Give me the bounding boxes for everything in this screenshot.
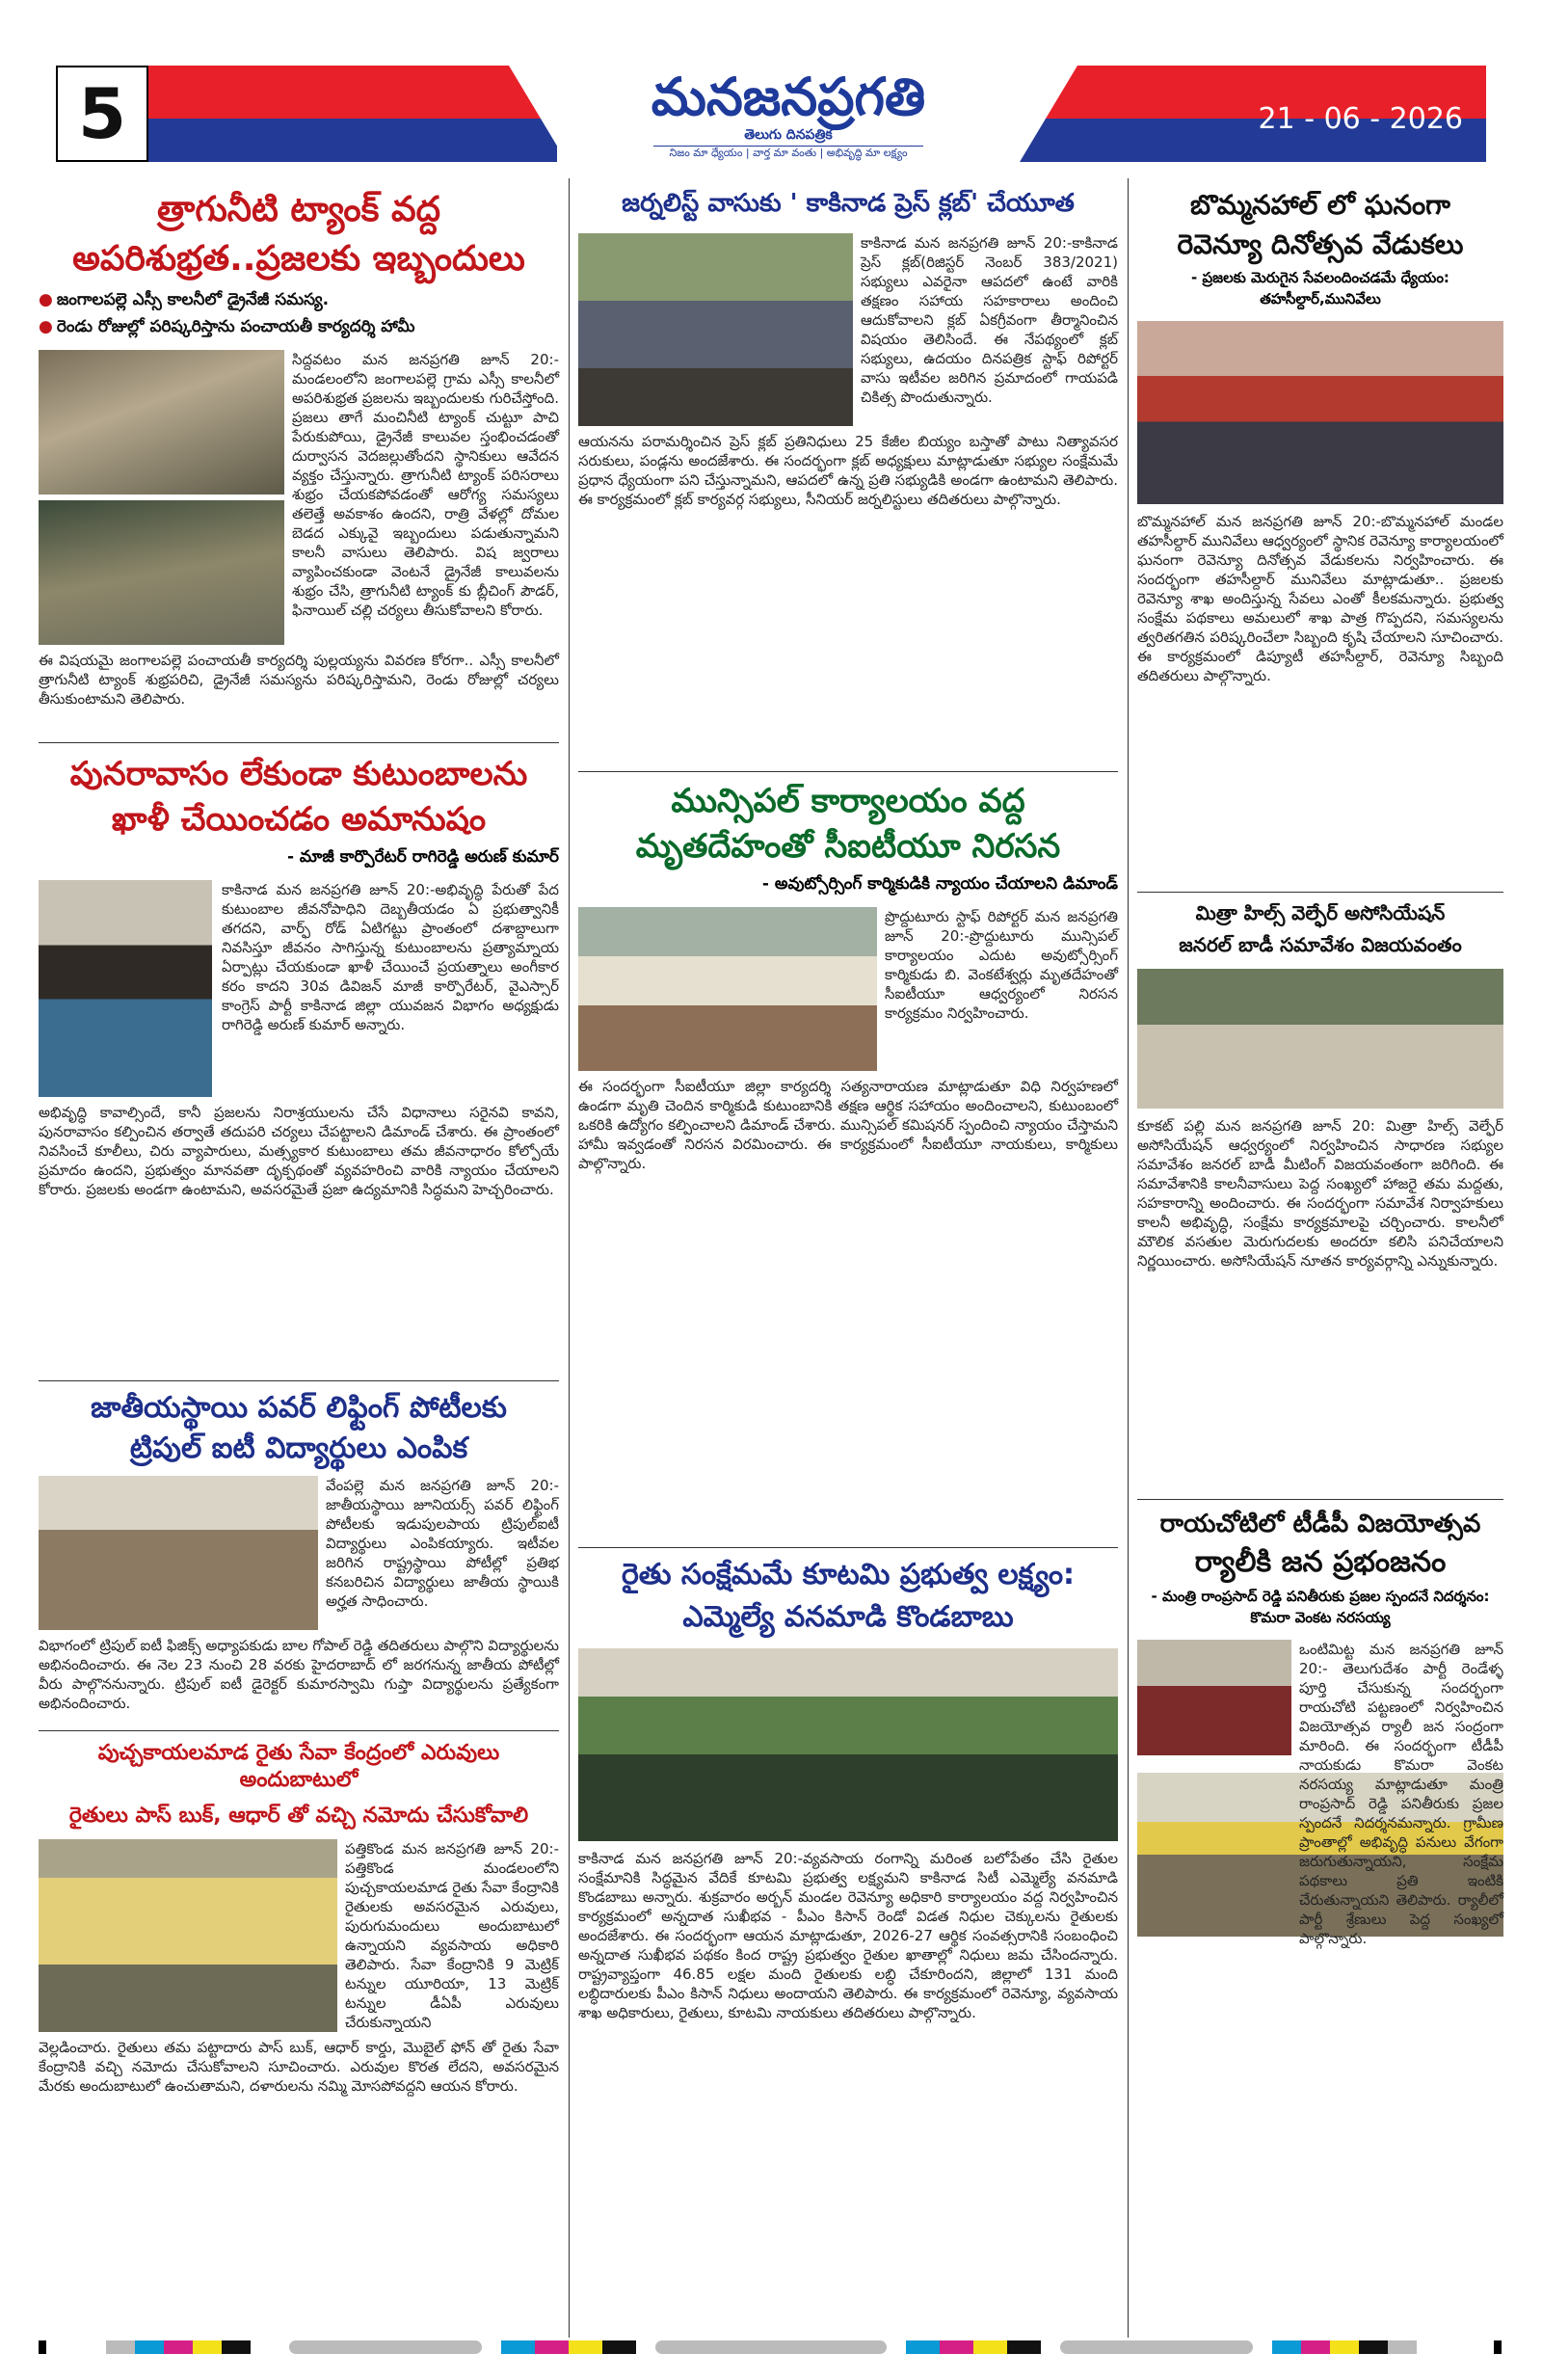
newspaper-logo [596,66,981,162]
article-text: కాకినాడ మన జనప్రగతి జూన్ 20:-వ్యవసాయ రంగాన్ని మరింత బలోపేతం చేసి రైతుల సంక్షేమానికి సిద్ధమైన వేదికే కూటమి ప్రభుత్వ లక్ష్యమని కాకినాడ సిటీ ఎమ్మెల్యే వనమాడి కొండబాబు అన్నారు. శుక్రవారం అర్బన్ మండల రెవెన్యూ అధికారి కార్యాలయం వద్ద నిర్వహించిన కార్యక్రమంలో అన్నదాత సుఖీభవ - పీఎం కిసాన్ రెండో విడత నిధుల చెక్కులను రైతులకు అందజేశారు. ఈ సందర్భంగా ఆయన మాట్లాడుతూ, 2026-27 ఆర్థిక సంవత్సరానికి సంబంధించి అన్నదాత సుఖీభవ పథకం కింద రాష్ట్ర ప్రభుత్వం రైతుల ఖాతాల్లో నిధులు జమ చేసిందన్నారు. రాష్ట్రవ్యాప్తంగా 46.85 లక్షల మంది రైతులకు లబ్ధి చేకూరిందని, జిల్లాలో 131 మంది లబ్ధిదారులకు పీఎం కిసాన్ నిధులు అందాయని తెలిపారు. ఈ కార్యక్రమంలో రెవెన్యూ, వ్యవసాయ శాఖ అధికారులు, రైతులు, కూటమి నాయకులు తదితరులు పాల్గొన్నారు. [578,1850,1118,2021]
article-press-club [578,188,1118,509]
page-number: 5 [56,66,148,162]
gray-swatch [289,2340,482,2354]
photo-water-tank [39,350,284,495]
article-divider [578,1547,1118,1548]
photo-portrait [39,880,212,1097]
photo-students [39,1476,318,1630]
article-text: ఒంటిమిట్ట మన జనప్రగతి జూన్ 20:- తెలుగుదేశం పార్టీ రెండేళ్ళ పూర్తి చేసుకున్న సందర్భంగా రాయచోటి పట్టణంలో నిర్వహించిన విజయోత్సవ ర్యాలీ జన సంద్రంగా మారింది. ఈ సందర్భంగా టీడీపీ నాయకుడు కొమరా వెంకట నరసయ్య మాట్లాడుతూ మంత్రి రాంప్రసాద్ రెడ్డి పనితీరుకు ప్రజల స్పందనే నిదర్శనమన్నారు. గ్రామీణ ప్రాంతాల్లో అభివృద్ధి పనులు వేగంగా జరుగుతున్నాయని, సంక్షేమ పథకాలు ప్రతి ఇంటికి చేరుతున్నాయని తెలిపారు. ర్యాలీలో పార్టీ శ్రేణులు పెద్ద సంఖ్యలో పాల్గొన్నారు. [1299,1641,1503,1947]
color-swatches [1272,2340,1417,2354]
headline: ఖాళీ చేయించడం అమానుషం [111,799,487,839]
article-tdp-rally [1137,1509,1503,1947]
headline: జాతీయస్థాయి పవర్ లిఫ్టింగ్ పోటీలకు [91,1391,507,1425]
issue-date: 21 - 06 - 2026 [1258,102,1463,136]
color-swatches [106,2340,251,2354]
headline: పుచ్చకాయలమాడ రైతు సేవా కేంద్రంలో ఎరువులు అందుబాటులో [97,1741,500,1792]
article-text: విభాగంలో ట్రిపుల్ ఐటీ ఫిజిక్స్ అధ్యాపకుడు బాల గోపాల్ రెడ్డి తదితరులు పాల్గొని విద్యార్థులను అభినందించారు. ఈ నెల 23 నుంచి 28 వరకు హైదరాబాద్ లో జరగనున్న జాతీయ పోటీల్లో వీరు పాల్గొననున్నారు. ట్రిపుల్ ఐటీ డైరెక్టర్ కుమారస్వామి గుప్తా విద్యార్థులను ప్రత్యేకంగా అభినందించారు. [39,1637,559,1712]
registration-mark [1494,2340,1502,2354]
article-body-row [1137,1640,1503,1947]
article-text: కూకట్ పల్లి మన జనప్రగతి జూన్ 20: మిత్రా హిల్స్ వెల్ఫేర్ అసోసియేషన్ ఆధ్వర్యంలో నిర్వహించిన సాధారణ సభ్యుల సమావేశం జనరల్ బాడీ మీటింగ్ విజయవంతంగా జరిగింది. ఈ సమావేశానికి కాలనీవాసులు పెద్ద సంఖ్యలో హాజరై తమ మద్దతు, సహకారాన్ని అందించారు. ఈ సందర్భంగా సమావేశ నిర్వాహకులు కాలనీ అభివృద్ధి, సంక్షేమ కార్యక్రమాలపై చర్చించారు. కాలనీలో మౌలిక వసతుల మెరుగుదలకు అందరూ కలిసి పనిచేయాలని నిర్ణయించారు. అసోసియేషన్ నూతన కార్యవర్గాన్ని ఎన్నుకున్నారు. [1137,1117,1503,1270]
article-divider [39,1380,559,1381]
article-body-row [578,907,1118,1071]
print-registration-bar [0,2340,1542,2354]
registration-mark [39,2340,46,2354]
photo-drainage [39,500,284,645]
headline: ఎమ్మెల్యే వనమాడి కొండబాబు [682,1599,1014,1634]
headline: త్రాగునీటి ట్యాంక్ వద్ద [156,190,441,229]
article-text: ప్రొద్దుటూరు స్టాఫ్ రిపోర్టర్ మన జనప్రగతి జూన్ 20:-ప్రొద్దుటూరు మున్సిపల్ కార్యాలయం ఎదుట అవుట్సోర్సింగ్ కార్మికుడు బి. వెంకటేశ్వర్లు మృతదేహంతో సీఐటీయూ ఆధ్వర్యంలో నిరసన కార్యక్రమం నిర్వహించారు. [885,908,1118,1022]
headline: జర్నలిస్ట్ వాసుకు ' కాకినాడ ప్రెస్ క్లబ్' చేయూత [622,189,1075,218]
logo-motto: నిజం మా ధ్యేయం | వార్త మా వంతు | అభివృద్ధి మా లక్ష్యం [653,146,923,162]
byline: - ప్రజలకు మెరుగైన సేవలందించడమే ధ్యేయం: తహసీల్దార్,మునివేలు [1191,269,1449,308]
headline: రైతు సంక్షేమమే కూటమి ప్రభుత్వ లక్ష్యం: [621,1558,1076,1591]
article-text: పత్తికొండ మన జనప్రగతి జూన్ 20:-పత్తికొండ మండలంలోని పుచ్చకాయలమాడ రైతు సేవా కేంద్రానికి రైతులకు అవసరమైన ఎరువులు, పురుగుమందులు అందుబాటులో ఉన్నాయని వ్యవసాయ అధికారి తెలిపారు. సేవా కేంద్రానికి 9 మెట్రిక్ టన్నుల యూరియా, 13 మెట్రిక్ టన్నుల డీఏపీ ఎరువులు చేరుకున్నాయని [345,1839,559,2031]
headline: ర్యాలీకి జన ప్రభంజనం [1194,1544,1447,1579]
article-text: వేంపల్లె మన జనప్రగతి జూన్ 20:-జాతీయస్థాయి జూనియర్స్ పవర్ లిఫ్టింగ్ పోటీలకు ఇడుపులపాయ ట్రిపుల్ఐటీ విద్యార్థులు ఎంపికయ్యారు. ఇటీవల జరిగిన రాష్ట్రస్థాయి పోటీల్లో ప్రతిభ కనబరిచిన విద్యార్థులు జాతీయ స్థాయికి అర్హత సాధించారు. [326,1477,559,1610]
bullet-point: ● జంగాలపల్లె ఎస్సీ కాలనీలో డ్రైనేజీ సమస్య. [39,290,330,309]
photo-leaders [1137,1640,1291,1755]
bullet-point: ● రెండు రోజుల్లో పరిష్కరిస్తాను పంచాయతీ కార్యదర్శి హామీ [39,317,415,336]
byline: - అవుట్సోర్సింగ్ కార్మికుడికి న్యాయం చేయాలని డిమాండ్ [761,874,1118,894]
article-body-row [39,1839,559,2032]
byline: - మాజీ కార్పొరేటర్ రాగిరెడ్డి అరుణ్ కుమార్ [286,847,559,867]
article-text: వెల్లడించారు. రైతులు తమ పట్టాదారు పాస్ బుక్, ఆధార్ కార్డు, మొబైల్ ఫోన్ తో రైతు సేవా కేంద్రానికి వచ్చి నమోదు చేసుకోవాలని సూచించారు. ఎరువుల కొరత లేదని, అవసరమైన మేరకు అందుబాటులో ఉంచుతామని, దళారులను నమ్మి మోసపోవద్దని ఆయన కోరారు. [39,2038,559,2095]
article-divider [39,1730,559,1731]
masthead-divider [509,66,567,162]
column-divider [1128,178,1129,2338]
masthead [56,66,1486,162]
headline: పునరావాసం లేకుండా కుటుంబాలను [69,755,528,793]
gray-swatch [1060,2340,1253,2354]
headline: రైతులు పాస్ బుక్, ఆధార్ తో వచ్చి నమోదు చేసుకోవాలి [68,1804,529,1828]
article-body-row [39,350,559,645]
photo-general-body-meeting [1137,969,1503,1109]
article-rehabilitation [39,754,559,1199]
article-water-tank [39,188,559,709]
article-welfare-association [1137,901,1503,1270]
headline: బొమ్మనహాల్ లో ఘనంగా [1190,189,1450,221]
headline: రెవెన్యూ దినోత్సవ వేడుకలు [1177,228,1464,260]
bullet-text: రెండు రోజుల్లో పరిష్కరిస్తాను పంచాయతీ కార్యదర్శి హామీ [56,317,415,336]
article-divider [39,742,559,743]
headline: రాయచోటిలో టీడీపీ విజయోత్సవ [1159,1510,1481,1538]
article-citu-protest [578,781,1118,1173]
headline: జనరల్ బాడీ సమావేశం విజయవంతం [1179,933,1462,956]
headline: అపరిశుభ్రత..ప్రజలకు ఇబ్బందులు [72,239,525,279]
article-text: బొమ్మనహాల్ మన జనప్రగతి జూన్ 20:-బొమ్మనహాల్ మండల తహసీల్దార్ మునివేలు ఆధ్వర్యంలో స్థానిక రెవెన్యూ కార్యాలయంలో ఘనంగా రెవెన్యూ దినోత్సవ వేడుకలను నిర్వహించారు. ఈ సందర్భంగా తహసీల్దార్ మునివేలు మాట్లాడుతూ.. ప్రజలకు రెవెన్యూ శాఖ అందిస్తున్న సేవలు ఎంతో కీలకమన్నారు. ప్రభుత్వ సంక్షేమ పథకాలు అమలులో శాఖ పాత్ర గొప్పదని, సమస్యలను త్వరితగతిన పరిష్కరించేలా సిబ్బంది కృషి చేయాలని సూచించారు. ఈ కార్యక్రమంలో డిప్యూటీ తహసీల్దార్, రెవెన్యూ సిబ్బంది తదితరులు పాల్గొన్నారు. [1137,513,1503,684]
article-power-lifting [39,1390,559,1713]
article-farmer-welfare [578,1557,1118,2022]
article-text: కాకినాడ మన జనప్రగతి జూన్ 20:-కాకినాడ ప్రెస్ క్లబ్(రిజిస్టర్ నెంబర్ 383/2021) సభ్యులు ఎవరైనా ఆపదలో ఉంటే వారికి తక్షణం సహాయ సహకారాలు అందించి ఆదుకోవాలని క్లబ్ ఏకగ్రీవంగా తీర్మానించిన విషయం తెలిసిందే. ఈ నేపథ్యంలో క్లబ్ సభ్యులు, ఉదయం దినపత్రిక స్టాఫ్ రిపోర్టర్ వాసు ఇటీవల జరిగిన ప్రమాదంలో గాయపడి చికిత్స పొందుతున్నారు. [861,233,1118,406]
article-body-row [39,1476,559,1630]
masthead-divider [1020,66,1077,162]
article-text: సిద్దవటం మన జనప్రగతి జూన్ 20:- మండలంలోని జంగాలపల్లె గ్రామ ఎస్సీ కాలనీలో అపరిశుభ్రత ప్రజలను ఇబ్బందులకు గురిచేస్తోంది. ప్రజలు తాగే మంచినీటి ట్యాంక్ చుట్టూ పాచి పేరుకుపోయి, డ్రైనేజీ కాలువల స్తంభించడంతో దుర్వాసన వెదజల్లుతోందని స్థానికులు ఆవేదన వ్యక్తం చేస్తున్నారు. త్రాగునీటి ట్యాంక్ పరిసరాలు శుభ్రం చేయకపోవడంతో ఆరోగ్య సమస్యలు తలెత్తే అవకాశం ఉందని, రాత్రి వేళల్లో దోమల బెడద ఎక్కువై ఇబ్బందులు పడుతున్నామని కాలనీ వాసులు తెలిపారు. విష జ్వరాలు వ్యాపించకుండా వెంటనే డ్రైనేజీ కాలువలను శుభ్రం చేసి, త్రాగునీటి ట్యాంక్ కు బ్లీచింగ్ పౌడర్, ఫినాయిల్ చల్లి చర్యలు తీసుకోవాలని కోరారు. [292,351,559,619]
photo-cheque-distribution [578,1648,1118,1841]
article-divider [578,771,1118,772]
byline: - మంత్రి రాంప్రసాద్ రెడ్డి పనితీరుకు ప్రజల స్పందనే నిదర్శనం: కొమరా వెంకట నరసయ్య [1151,1588,1490,1626]
article-text: అభివృద్ధి కావాల్సిందే, కానీ ప్రజలను నిరాశ్రయులను చేసే విధానాలు సరైనవి కావని, పునరావాసం కల్పించిన తర్వాతే తదుపరి చర్యలు చేపట్టాలని డిమాండ్ చేశారు. ఈ ప్రాంతంలో నివసించే కూలీలు, చిరు వ్యాపారులు, మత్స్యకార కుటుంబాలు తమ జీవనాధారం కోల్పోయే ప్రమాదం ఉందని, ప్రభుత్వం మానవతా దృక్పథంతో వ్యవహరించి వారికి న్యాయం చేయాలని కోరారు. ప్రజలకు అండగా ఉంటామని, అవసరమైతే ప్రజా ఉద్యమానికి సిద్ధమని హెచ్చరించారు. [39,1104,559,1198]
headline: ట్రిపుల్ ఐటీ విద్యార్థులు ఎంపిక [129,1431,468,1465]
article-text: ఈ విషయమై జంగాలపల్లె పంచాయతీ కార్యదర్శి పుల్లయ్యను వివరణ కోరగా.. ఎస్సీ కాలనీలో త్రాగునీటి ట్యాంక్ శుభ్రపరిచి, డ్రైనేజీ సమస్యను పరిష్కరిస్తామని, రెండు రోజుల్లో చర్యలు తీసుకుంటామని తెలిపారు. [39,652,559,708]
bullet-text: జంగాలపల్లె ఎస్సీ కాలనీలో డ్రైనేజీ సమస్య. [56,290,330,309]
color-swatches [501,2340,636,2354]
photo-press-club [578,233,853,426]
article-revenue-day [1137,188,1503,685]
headline: మున్సిపల్ కార్యాలయం వద్ద [671,782,1025,820]
column-divider [569,178,570,2338]
headline: మిత్రా హిల్స్ వెల్ఫేర్ అసోసియేషన్ [1195,901,1446,924]
article-divider [1137,892,1503,893]
photo-ambulance-protest [578,907,877,1071]
gray-swatch [655,2340,887,2354]
article-text: కాకినాడ మన జనప్రగతి జూన్ 20:-అభివృద్ధి పేరుతో పేద కుటుంబాల జీవనోపాధిని దెబ్బతీయడం ఏ ప్రభుత్వానికీ తగదని, వార్ఫ్ రోడ్ ఏటిగట్టు ప్రాంతంలో దశాబ్దాలుగా నివసిస్తూ జీవనం సాగిస్తున్న కుటుంబాలను ప్రత్యామ్నాయ ఏర్పాట్లు చేయకుండా ఖాళీ చేయించే ప్రయత్నాలు అంగీకార కరం కాదని 30వ డివిజన్ మాజీ కార్పొరేటర్, వైఎస్సార్ కాంగ్రెస్ పార్టీ కాకినాడ జిల్లా యువజన విభాగం అధ్యక్షుడు రాగిరెడ్డి అరుణ్ కుమార్ అన్నారు. [222,881,559,1033]
article-body-row [578,233,1118,426]
color-swatches [906,2340,1041,2354]
logo-tagline: తెలుగు దినపత్రిక [744,127,833,143]
headline: మృతదేహంతో సీఐటీయూ నిరసన [635,826,1061,866]
article-divider [1137,1499,1503,1500]
photo-fertilizer-bags [39,1839,337,2032]
logo-title: మనజనప్రగతి [651,66,926,127]
article-body-row [39,880,559,1097]
article-text: ఈ సందర్భంగా సీఐటీయూ జిల్లా కార్యదర్శి సత్యనారాయణ మాట్లాడుతూ విధి నిర్వహణలో ఉండగా మృతి చెందిన కార్మికుడి కుటుంబానికి తక్షణ ఆర్థిక సహాయం అందించాలని, కుటుంబంలో ఒకరికి ఉద్యోగం కల్పించాలని డిమాండ్ చేశారు. మున్సిపల్ కమిషనర్ స్పందించి న్యాయం చేస్తామని హామీ ఇవ్వడంతో నిరసన విరమించారు. ఈ కార్యక్రమంలో సీఐటీయూ నాయకులు, కార్మికులు పాల్గొన్నారు. [578,1078,1118,1172]
photo-revenue-event [1137,321,1503,504]
article-text: ఆయనను పరామర్శించిన ప్రెస్ క్లబ్ ప్రతినిధులు 25 కేజీల బియ్యం బస్తాతో పాటు నిత్యావసర సరుకులు, పండ్లను అందజేశారు. ఈ సందర్భంగా క్లబ్ అధ్యక్షులు మాట్లాడుతూ సభ్యుల సంక్షేమమే ప్రధాన ధ్యేయంగా పని చేస్తున్నామని, ఆపదలో ఉన్న ప్రతి సభ్యుడికి అండగా ఉంటామని తెలిపారు. ఈ కార్యక్రమంలో క్లబ్ కార్యవర్గ సభ్యులు, సీనియర్ జర్నలిస్టులు తదితరులు పాల్గొన్నారు. [578,432,1118,508]
photo-group [39,350,284,645]
article-fertilizer [39,1740,559,2096]
